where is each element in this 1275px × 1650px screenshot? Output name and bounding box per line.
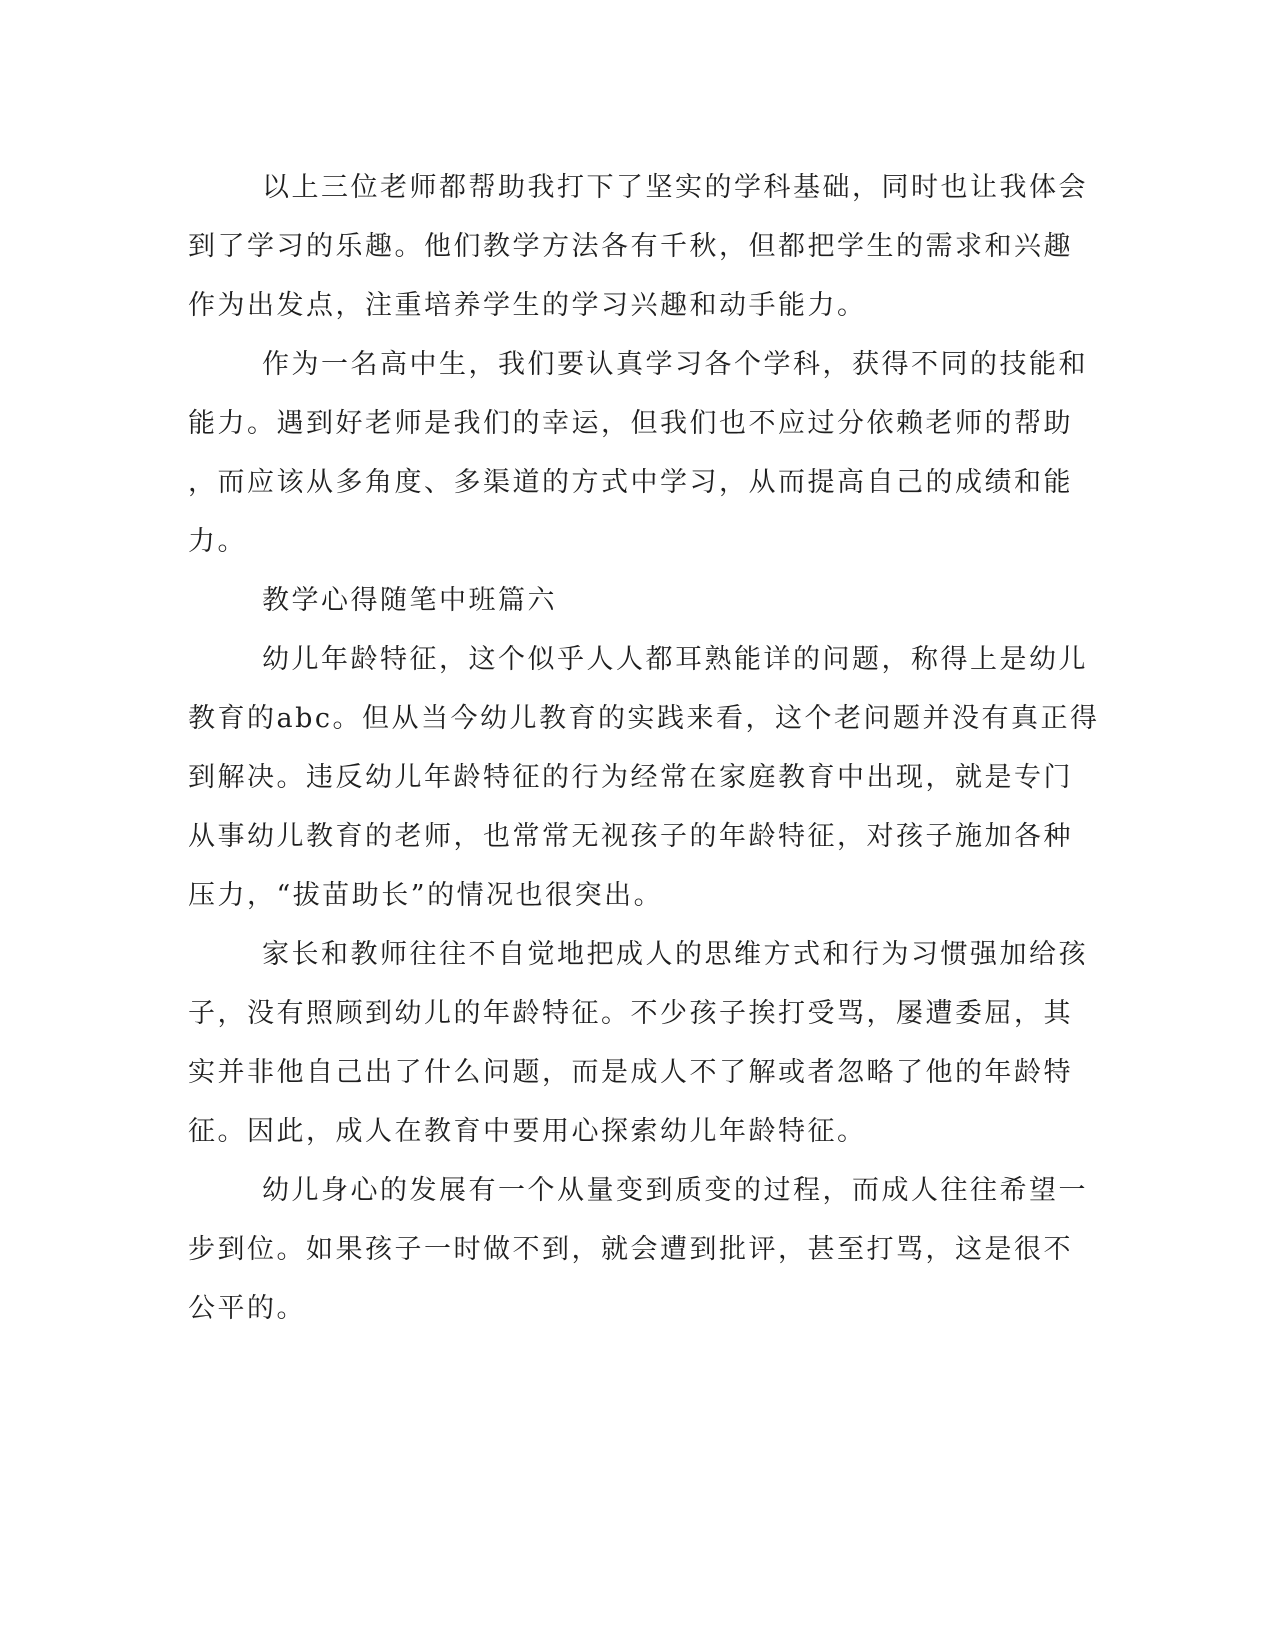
paragraph-4-line-4: 征。因此，成人在教育中要用心探索幼儿年龄特征。 [188,1116,867,1147]
paragraph-1-line-2: 到了学习的乐趣。他们教学方法各有千秋，但都把学生的需求和兴趣 [188,231,1073,262]
paragraph-2-line-1: 作为一名高中生，我们要认真学习各个学科，获得不同的技能和 [262,349,1088,380]
paragraph-5-line-2: 步到位。如果孩子一时做不到，就会遭到批评，甚至打骂，这是很不 [188,1234,1073,1265]
paragraph-3-line-1: 幼儿年龄特征，这个似乎人人都耳熟能详的问题，称得上是幼儿 [262,644,1088,675]
paragraph-4-line-1: 家长和教师往往不自觉地把成人的思维方式和行为习惯强加给孩 [262,939,1088,970]
paragraph-5-line-3: 公平的。 [188,1293,306,1324]
paragraph-3-line-2: 教育的abc。但从当今幼儿教育的实践来看，这个老问题并没有真正得 [188,703,1100,734]
paragraph-3-line-5: 压力，“拔苗助长”的情况也很突出。 [188,880,664,911]
paragraph-2-line-4: 力。 [188,526,247,557]
paragraph-1-line-3: 作为出发点，注重培养学生的学习兴趣和动手能力。 [188,290,867,321]
paragraph-5-line-1: 幼儿身心的发展有一个从量变到质变的过程，而成人往往希望一 [262,1175,1088,1206]
paragraph-3-line-4: 从事幼儿教育的老师，也常常无视孩子的年龄特征，对孩子施加各种 [188,821,1073,852]
paragraph-1-line-1: 以上三位老师都帮助我打下了坚实的学科基础，同时也让我体会 [262,172,1088,203]
paragraph-3-line-3: 到解决。违反幼儿年龄特征的行为经常在家庭教育中出现，就是专门 [188,762,1073,793]
paragraph-2-line-3: ，而应该从多角度、多渠道的方式中学习，从而提高自己的成绩和能 [188,467,1073,498]
paragraph-2-line-2: 能力。遇到好老师是我们的幸运，但我们也不应过分依赖老师的帮助 [188,408,1073,439]
section-heading: 教学心得随笔中班篇六 [262,585,557,616]
paragraph-4-line-2: 子，没有照顾到幼儿的年龄特征。不少孩子挨打受骂，屡遭委屈，其 [188,998,1073,1029]
paragraph-4-line-3: 实并非他自己出了什么问题，而是成人不了解或者忽略了他的年龄特 [188,1057,1073,1088]
